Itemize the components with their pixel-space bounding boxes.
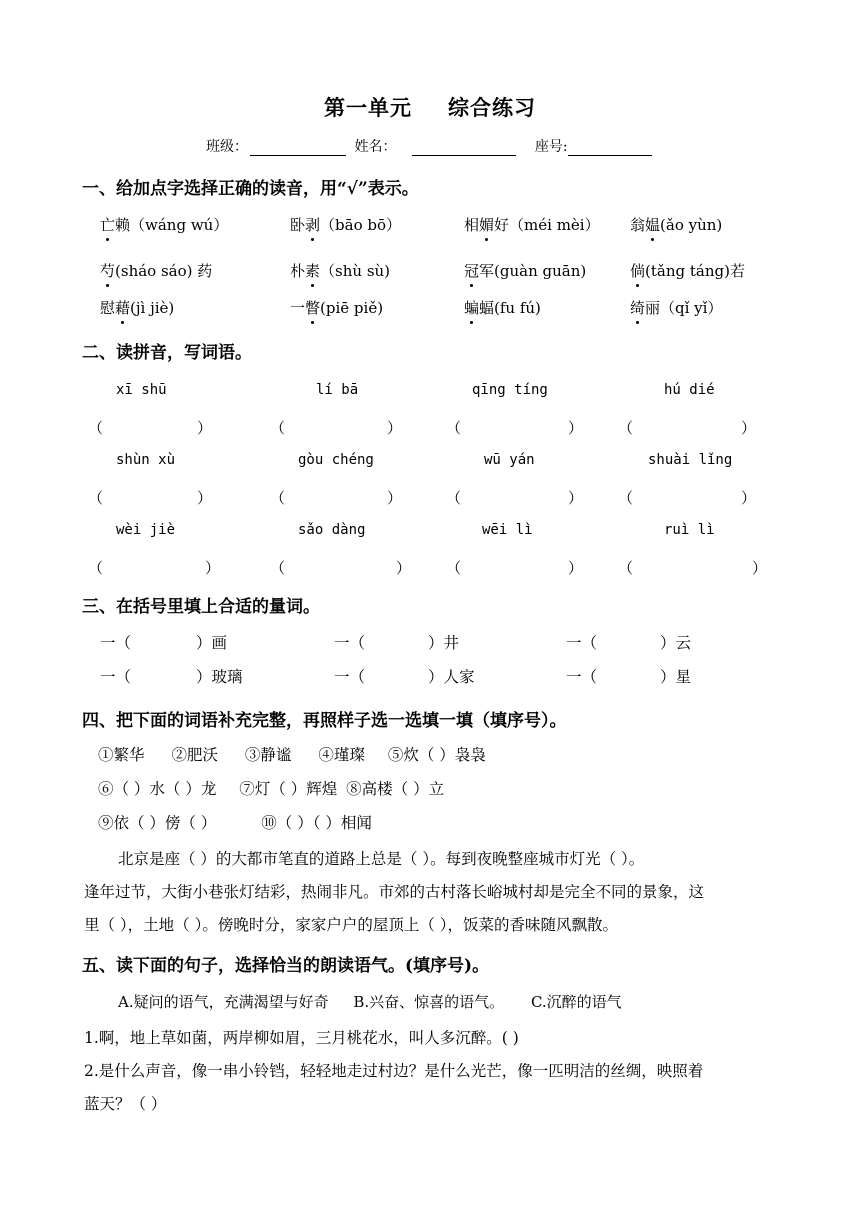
measure-word-item[interactable]: ）人家 [428, 668, 475, 686]
answer-paren-open: （ [270, 419, 286, 437]
pinyin-prompt: wèi jiè [116, 522, 176, 538]
dotted-character: 倘 [630, 262, 646, 280]
answer-paren-close: ） [205, 559, 221, 577]
dotted-character: 素 [305, 262, 321, 280]
word-option: ②肥沃 [171, 746, 218, 764]
answer-blank[interactable] [288, 487, 368, 505]
page-title [0, 92, 860, 122]
question-2-line1: 2.是什么声音，像一串小铃铛，轻轻地走过村边？是什么光芒，像一匹明洁的丝绸，映照着 [84, 1062, 704, 1080]
word-option: ①繁华 [98, 746, 145, 764]
title-unit: 第一单元 [324, 95, 412, 120]
word-option: ⑨依（ ）傍（ ） [98, 814, 217, 832]
pronunciation-item[interactable] [630, 297, 722, 318]
measure-word-item[interactable]: ）玻璃 [196, 668, 243, 686]
pronunciation-item[interactable] [100, 214, 228, 235]
pronunciation-item[interactable] [290, 214, 401, 235]
answer-paren-close: ） [568, 419, 584, 437]
answer-paren-open: （ [618, 489, 634, 507]
answer-paren-close: ） [752, 559, 768, 577]
answer-blank[interactable] [464, 487, 544, 505]
answer-paren-close: ） [396, 559, 412, 577]
pinyin-prompt: shùn xù [116, 452, 176, 468]
tone-option-b: B.兴奋、惊喜的语气。 [353, 993, 505, 1011]
section4-heading: 四、把下面的词语补充完整，再照样子选一选填一填（填序号）。 [82, 711, 567, 731]
dotted-character: 媪 [645, 216, 661, 234]
item-reading-options: 赖（wáng wú） [115, 216, 229, 234]
pinyin-prompt: gòu chéng [298, 452, 374, 468]
pronunciation-item[interactable] [100, 260, 212, 281]
measure-word-prefix: 一（ [334, 634, 366, 652]
answer-paren-open: （ [88, 489, 104, 507]
word-option: ⑦灯（ ）辉煌 [239, 780, 338, 798]
pinyin-prompt: hú dié [664, 382, 715, 398]
word-option: ⑤炊（ ）袅袅 [387, 746, 486, 764]
dotted-character: 冠 [464, 262, 480, 280]
section4-row3 [98, 811, 372, 833]
word-option: ⑧高楼（ ）立 [346, 780, 445, 798]
pinyin-prompt: lí bā [316, 382, 359, 398]
item-reading-options: 军(guàn guān) [479, 262, 587, 280]
measure-word-prefix: 一（ [566, 668, 598, 686]
section5-heading: 五、读下面的句子，选择恰当的朗读语气。(填序号)。 [82, 956, 490, 976]
answer-paren-open: （ [270, 559, 286, 577]
answer-paren-close: ） [568, 489, 584, 507]
answer-blank[interactable] [636, 487, 716, 505]
name-blank[interactable] [412, 141, 516, 156]
class-label: 班级： [206, 139, 248, 155]
dotted-character: 蝙 [464, 299, 480, 317]
item-prefix: 慰 [100, 299, 116, 317]
word-option: ⑥（ ）水（ ）龙 [98, 780, 217, 798]
dotted-character: 芍 [100, 262, 116, 280]
item-reading-options: (sháo sáo) 药 [115, 262, 213, 280]
word-option: ④瑾璨 [318, 746, 365, 764]
item-prefix: 相 [464, 216, 480, 234]
measure-word-prefix: 一（ [100, 634, 132, 652]
paragraph-line: 里（ ），土地（ ）。傍晚时分，家家户户的屋顶上（ ），饭菜的香味随风飘散。 [84, 916, 619, 934]
pinyin-prompt: qīng tíng [472, 382, 548, 398]
section2-heading: 二、读拼音，写词语。 [82, 343, 252, 363]
answer-paren-open: （ [446, 559, 462, 577]
section1-heading: 一、给加点字选择正确的读音，用“√”表示。 [82, 179, 419, 199]
answer-paren-open: （ [270, 489, 286, 507]
item-reading-options: (jì jiè) [130, 299, 175, 317]
name-label: 姓名： [354, 139, 397, 155]
answer-paren-close: ） [741, 419, 757, 437]
tone-options [118, 991, 622, 1012]
item-reading-options: (ǎo yùn) [660, 216, 723, 234]
answer-blank[interactable] [464, 417, 544, 435]
item-reading-options: (tǎng táng)若 [645, 262, 745, 280]
class-blank[interactable] [250, 141, 346, 156]
section4-row1 [98, 743, 486, 765]
answer-blank[interactable] [636, 557, 716, 575]
pronunciation-item[interactable] [290, 260, 390, 281]
item-reading-options: 好（méi mèi） [494, 216, 600, 234]
pronunciation-item[interactable] [630, 260, 745, 281]
dotted-character: 亡 [100, 216, 116, 234]
answer-blank[interactable] [288, 417, 368, 435]
meta-line [206, 136, 656, 156]
pinyin-prompt: wū yán [484, 452, 535, 468]
answer-paren-close: ） [387, 489, 403, 507]
answer-paren-open: （ [618, 419, 634, 437]
item-reading-options: （shù sù) [320, 262, 391, 280]
paragraph-line: 逢年过节，大街小巷张灯结彩，热闹非凡。市郊的古村落长峪城村却是完全不同的景象，这 [84, 883, 705, 901]
item-prefix: 一 [290, 299, 306, 317]
item-reading-options: (piē piě) [320, 299, 384, 317]
answer-blank[interactable] [464, 557, 544, 575]
answer-paren-close: ） [197, 419, 213, 437]
word-option: ③静谧 [244, 746, 292, 764]
pinyin-prompt: wēi lì [482, 522, 533, 538]
answer-paren-open: （ [88, 559, 104, 577]
question-2-line2: 蓝天？（ ） [84, 1095, 167, 1113]
item-prefix: 翁 [630, 216, 646, 234]
item-prefix: 卧 [290, 216, 306, 234]
answer-blank[interactable] [636, 417, 716, 435]
dotted-character: 剥 [305, 216, 321, 234]
item-reading-options: （bāo bō） [320, 216, 402, 234]
dotted-character: 藉 [115, 299, 131, 317]
pronunciation-item[interactable] [464, 297, 541, 318]
item-reading-options: 丽（qǐ yǐ） [645, 299, 723, 317]
title-name: 综合练习 [448, 95, 536, 120]
measure-word-prefix: 一（ [100, 668, 132, 686]
answer-blank[interactable] [106, 417, 186, 435]
measure-word-item[interactable]: ）星 [660, 668, 692, 686]
answer-blank[interactable] [288, 557, 368, 575]
measure-word-item[interactable]: ）云 [660, 634, 692, 652]
tone-option-a: A.疑问的语气，充满渴望与好奇 [118, 993, 329, 1011]
word-option: ⑩（ ）（ ）相闻 [261, 814, 372, 832]
answer-paren-close: ） [197, 489, 213, 507]
item-prefix: 朴 [290, 262, 306, 280]
pronunciation-item[interactable] [290, 297, 383, 318]
measure-word-prefix: 一（ [566, 634, 598, 652]
answer-paren-open: （ [446, 419, 462, 437]
dotted-character: 绮 [630, 299, 646, 317]
answer-blank[interactable] [106, 487, 186, 505]
answer-paren-close: ） [387, 419, 403, 437]
answer-paren-close: ） [741, 489, 757, 507]
question-1: 1.啊，地上草如菌，两岸柳如眉，三月桃花水，叫人多沉醉。( ) [84, 1029, 519, 1047]
answer-paren-open: （ [618, 559, 634, 577]
answer-blank[interactable] [106, 557, 186, 575]
pronunciation-item[interactable] [100, 297, 174, 318]
section4-row2 [98, 777, 444, 799]
pronunciation-item[interactable] [630, 214, 722, 235]
pinyin-prompt: shuài lǐng [648, 452, 733, 468]
dotted-character: 媚 [479, 216, 495, 234]
answer-paren-close: ） [568, 559, 584, 577]
measure-word-item[interactable]: ）井 [428, 634, 460, 652]
pronunciation-item[interactable] [464, 260, 586, 281]
paragraph-line: 北京是座（ ）的大都市笔直的道路上总是（ ）。每到夜晚整座城市灯光（ ）。 [118, 850, 645, 868]
dotted-character: 瞥 [305, 299, 321, 317]
seat-label: 座号: [534, 139, 568, 155]
answer-paren-open: （ [446, 489, 462, 507]
pinyin-prompt: ruì lì [664, 522, 715, 538]
section3-heading: 三、在括号里填上合适的量词。 [82, 597, 320, 617]
tone-option-c: C.沉醉的语气 [530, 993, 622, 1011]
pinyin-prompt: sǎo dàng [298, 522, 366, 538]
pinyin-prompt: xī shū [116, 382, 167, 398]
seat-blank[interactable] [568, 141, 652, 156]
pronunciation-item[interactable] [464, 214, 600, 235]
item-reading-options: 蝠(fu fú) [479, 299, 541, 317]
measure-word-prefix: 一（ [334, 668, 366, 686]
answer-paren-open: （ [88, 419, 104, 437]
measure-word-item[interactable]: ）画 [196, 634, 228, 652]
